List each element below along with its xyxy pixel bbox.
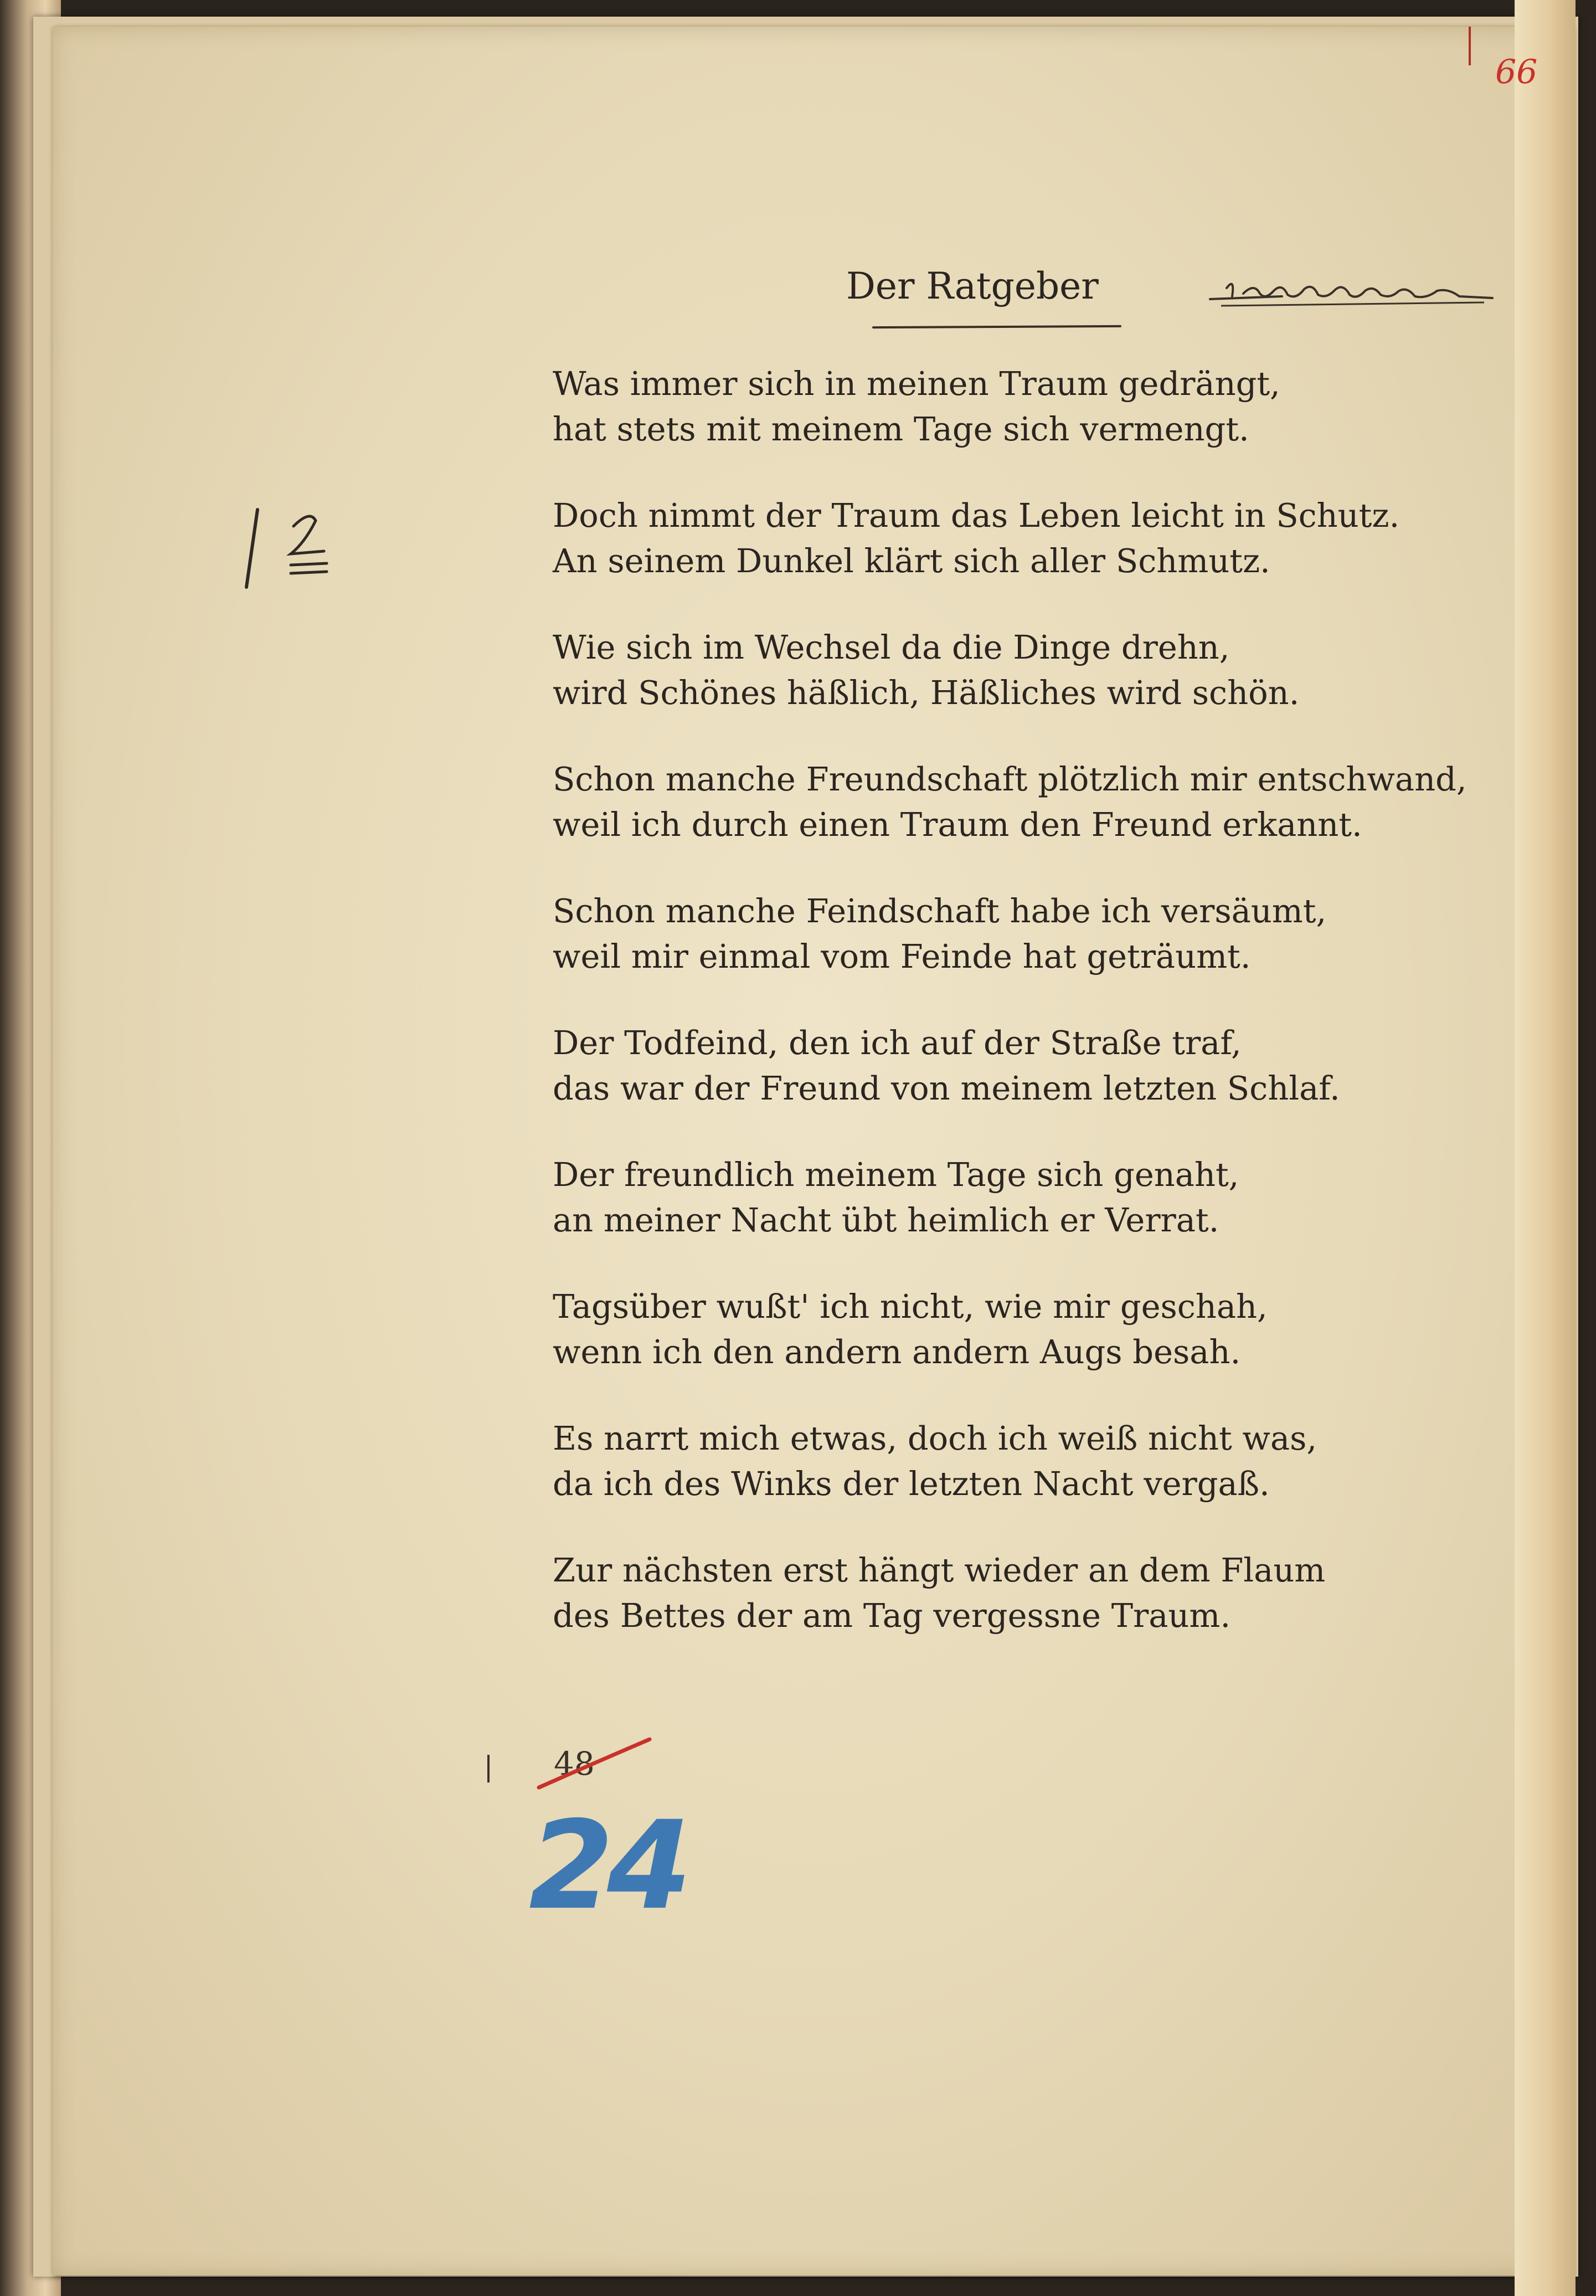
page-right-edge	[1515, 0, 1576, 2296]
verse-line: weil mir einmal vom Feinde hat geträumt.	[553, 937, 1251, 975]
verse-line: das war der Freund von meinem letzten Schlaf.	[553, 1069, 1340, 1107]
stanza	[553, 1152, 1483, 1243]
stanza	[553, 1284, 1483, 1375]
verse-line: an meiner Nacht übt heimlich er Verrat.	[553, 1201, 1219, 1239]
stanza	[553, 493, 1483, 584]
pencil-tick	[487, 1755, 490, 1783]
folio-number: 66	[1495, 53, 1538, 91]
stanza	[553, 361, 1483, 452]
red-corner-tick	[1469, 27, 1471, 65]
verse-line: Es narrt mich etwas, doch ich weiß nicht was,	[553, 1419, 1317, 1457]
verse-line: des Bettes der am Tag vergessne Traum.	[553, 1596, 1231, 1635]
verse-line: Wie sich im Wechsel da die Dinge drehn,	[553, 628, 1230, 666]
old-page-number: 48	[554, 1745, 595, 1783]
stanza	[553, 888, 1483, 979]
verse-line: Schon manche Feindschaft habe ich versäumt,	[553, 892, 1327, 930]
verse-line: Doch nimmt der Traum das Leben leicht in Schutz.	[553, 496, 1400, 535]
stanza	[553, 1548, 1483, 1638]
stanza	[553, 625, 1483, 716]
verse-line: Schon manche Freundschaft plötzlich mir entschwand,	[553, 760, 1467, 798]
stanza	[553, 1416, 1483, 1507]
poem-body	[553, 361, 1483, 1679]
verse-line: Was immer sich in meinen Traum gedrängt,	[553, 364, 1280, 403]
verse-line: Zur nächsten erst hängt wieder an dem Flaum	[553, 1551, 1326, 1589]
verse-line: da ich des Winks der letzten Nacht vergaß.	[553, 1465, 1270, 1503]
red-strikethrough	[536, 1737, 652, 1792]
verse-line: weil ich durch einen Traum den Freund erkannt.	[553, 805, 1362, 844]
verse-line: Der freundlich meinem Tage sich genaht,	[553, 1155, 1239, 1194]
verse-line: wird Schönes häßlich, Häßliches wird schön.	[553, 674, 1300, 712]
verse-line: An seinem Dunkel klärt sich aller Schmutz.	[553, 542, 1270, 580]
handwritten-note	[1204, 266, 1504, 316]
verse-line: wenn ich den andern andern Augs besah.	[553, 1333, 1241, 1371]
stanza	[553, 1020, 1483, 1111]
new-page-number: 24	[529, 1795, 686, 1937]
stanza	[553, 757, 1483, 847]
poem-title: Der Ratgeber	[846, 265, 1099, 307]
verse-line: Tagsüber wußt' ich nicht, wie mir geschah,	[553, 1287, 1268, 1326]
margin-fraction-mark	[238, 499, 349, 598]
verse-line: hat stets mit meinem Tage sich vermengt.	[553, 410, 1249, 448]
verse-line: Der Todfeind, den ich auf der Straße traf,	[553, 1024, 1242, 1062]
